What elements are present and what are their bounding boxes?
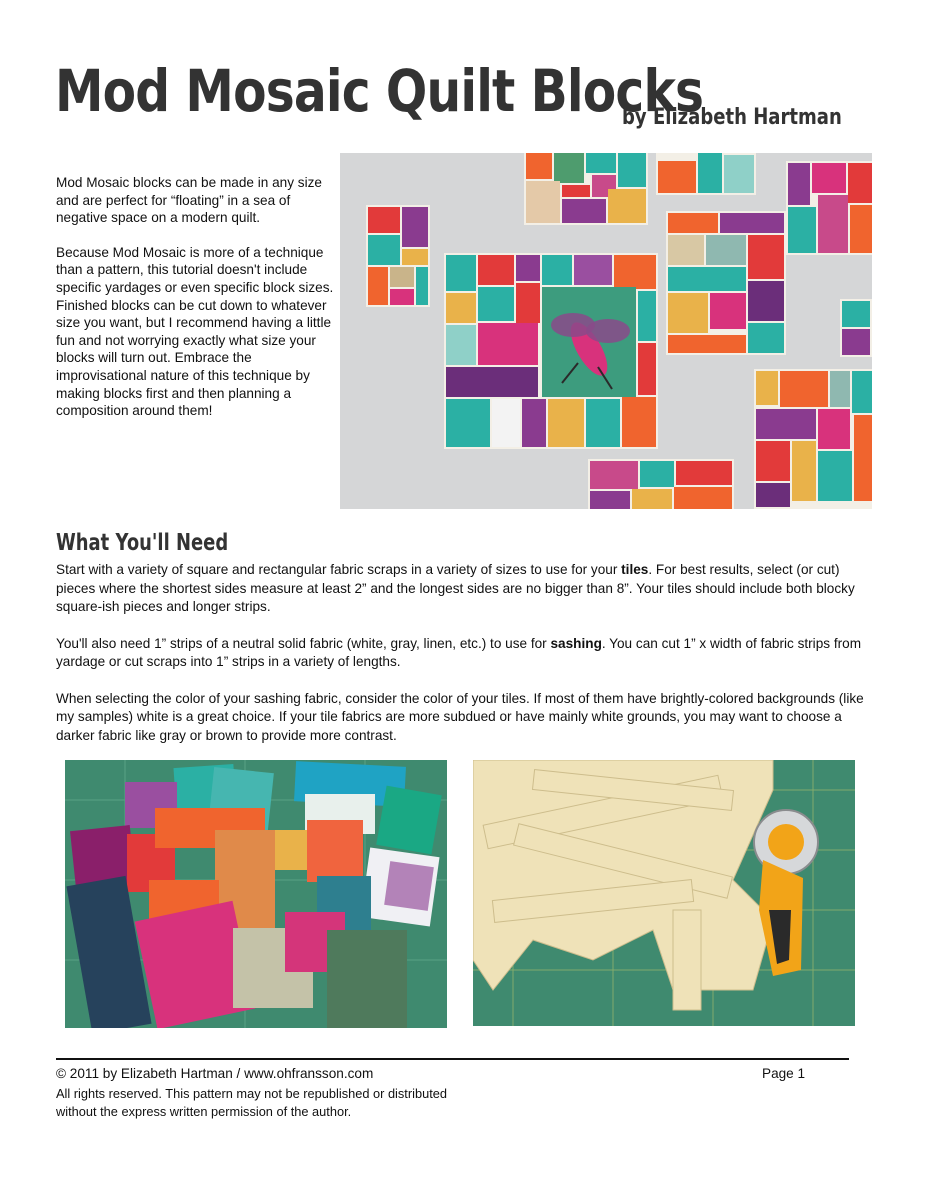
fabric-scraps-photo	[65, 760, 447, 1028]
body-paragraph-1	[56, 561, 876, 617]
mosaic-block-bee	[444, 253, 658, 449]
mosaic-block-top-center	[524, 153, 648, 225]
intro-paragraph-2: Because Mod Mosaic is more of a technique than a pattern, this tutorial doesn't include specific yardages or even specific block sizes. Finished blocks can be cut down to whatever size you want, but I recommend having a little fun and not worrying exactly what size your blocks will turn out. Embrace the improvisational nature of this technique by making blocks first and then planning a composition around them!	[56, 244, 334, 419]
footer-rule	[56, 1058, 849, 1060]
body-p2-text-2: . You can cut 1” x width of fabric strips from yardage or cut scraps into 1” strips in a variety of lengths.	[56, 635, 862, 669]
page-title: Mod Mosaic Quilt Blocks	[55, 57, 704, 125]
mosaic-block-top-right	[656, 153, 756, 195]
body-p2-text: You'll also need 1” strips of a neutral solid fabric (white, gray, linen, etc.) to use for	[56, 635, 551, 651]
mosaic-block-middle	[666, 211, 786, 355]
body-p1-bold: tiles	[621, 562, 649, 577]
section-heading: What You'll Need	[56, 530, 229, 556]
page-number: Page 1	[762, 1066, 806, 1081]
body-paragraph-3: When selecting the color of your sashing fabric, consider the color of your tiles. If most of them have brightly-colored backgrounds (like my samples) white is a great choice. If your tile fabrics are more subdued or have mainly white grounds, you may want to choose a darker fabric like gray or brown to provide more contrast.	[56, 690, 864, 743]
mosaic-block-small-left	[366, 205, 430, 307]
author-byline: by Elizabeth Hartman	[622, 105, 842, 130]
footer-rights-line-2: without the express written permission of the author.	[56, 1103, 352, 1119]
intro-text	[56, 174, 334, 437]
mosaic-block-right	[786, 161, 872, 255]
footer-rights	[56, 1085, 576, 1120]
body-paragraph-2	[56, 635, 876, 672]
body-p1-text: Start with a variety of square and rectangular fabric scraps in a variety of sizes to use for your	[56, 562, 622, 577]
mosaic-blocks-wall-photo	[340, 153, 872, 509]
body-p2-bold: sashing	[550, 635, 602, 651]
body-p1-text-2: . For best results, select (or cut) pieces where the shortest sides measure at least 2” and the longest sides are no bigger than 8”. Your tiles should include both blocky square-ish pieces and longer strips.	[56, 562, 855, 614]
sashing-strips-photo	[473, 760, 855, 1026]
section-body	[56, 561, 876, 763]
mosaic-block-bottom	[588, 459, 734, 509]
footer-copyright: © 2011 by Elizabeth Hartman / www.ohfransson.com	[56, 1066, 374, 1081]
intro-paragraph-1: Mod Mosaic blocks can be made in any size and are perfect for “floating” in a sea of negative space on a modern quilt.	[56, 175, 322, 226]
footer-rights-line-1: All rights reserved. This pattern may not be republished or distributed	[56, 1086, 447, 1101]
